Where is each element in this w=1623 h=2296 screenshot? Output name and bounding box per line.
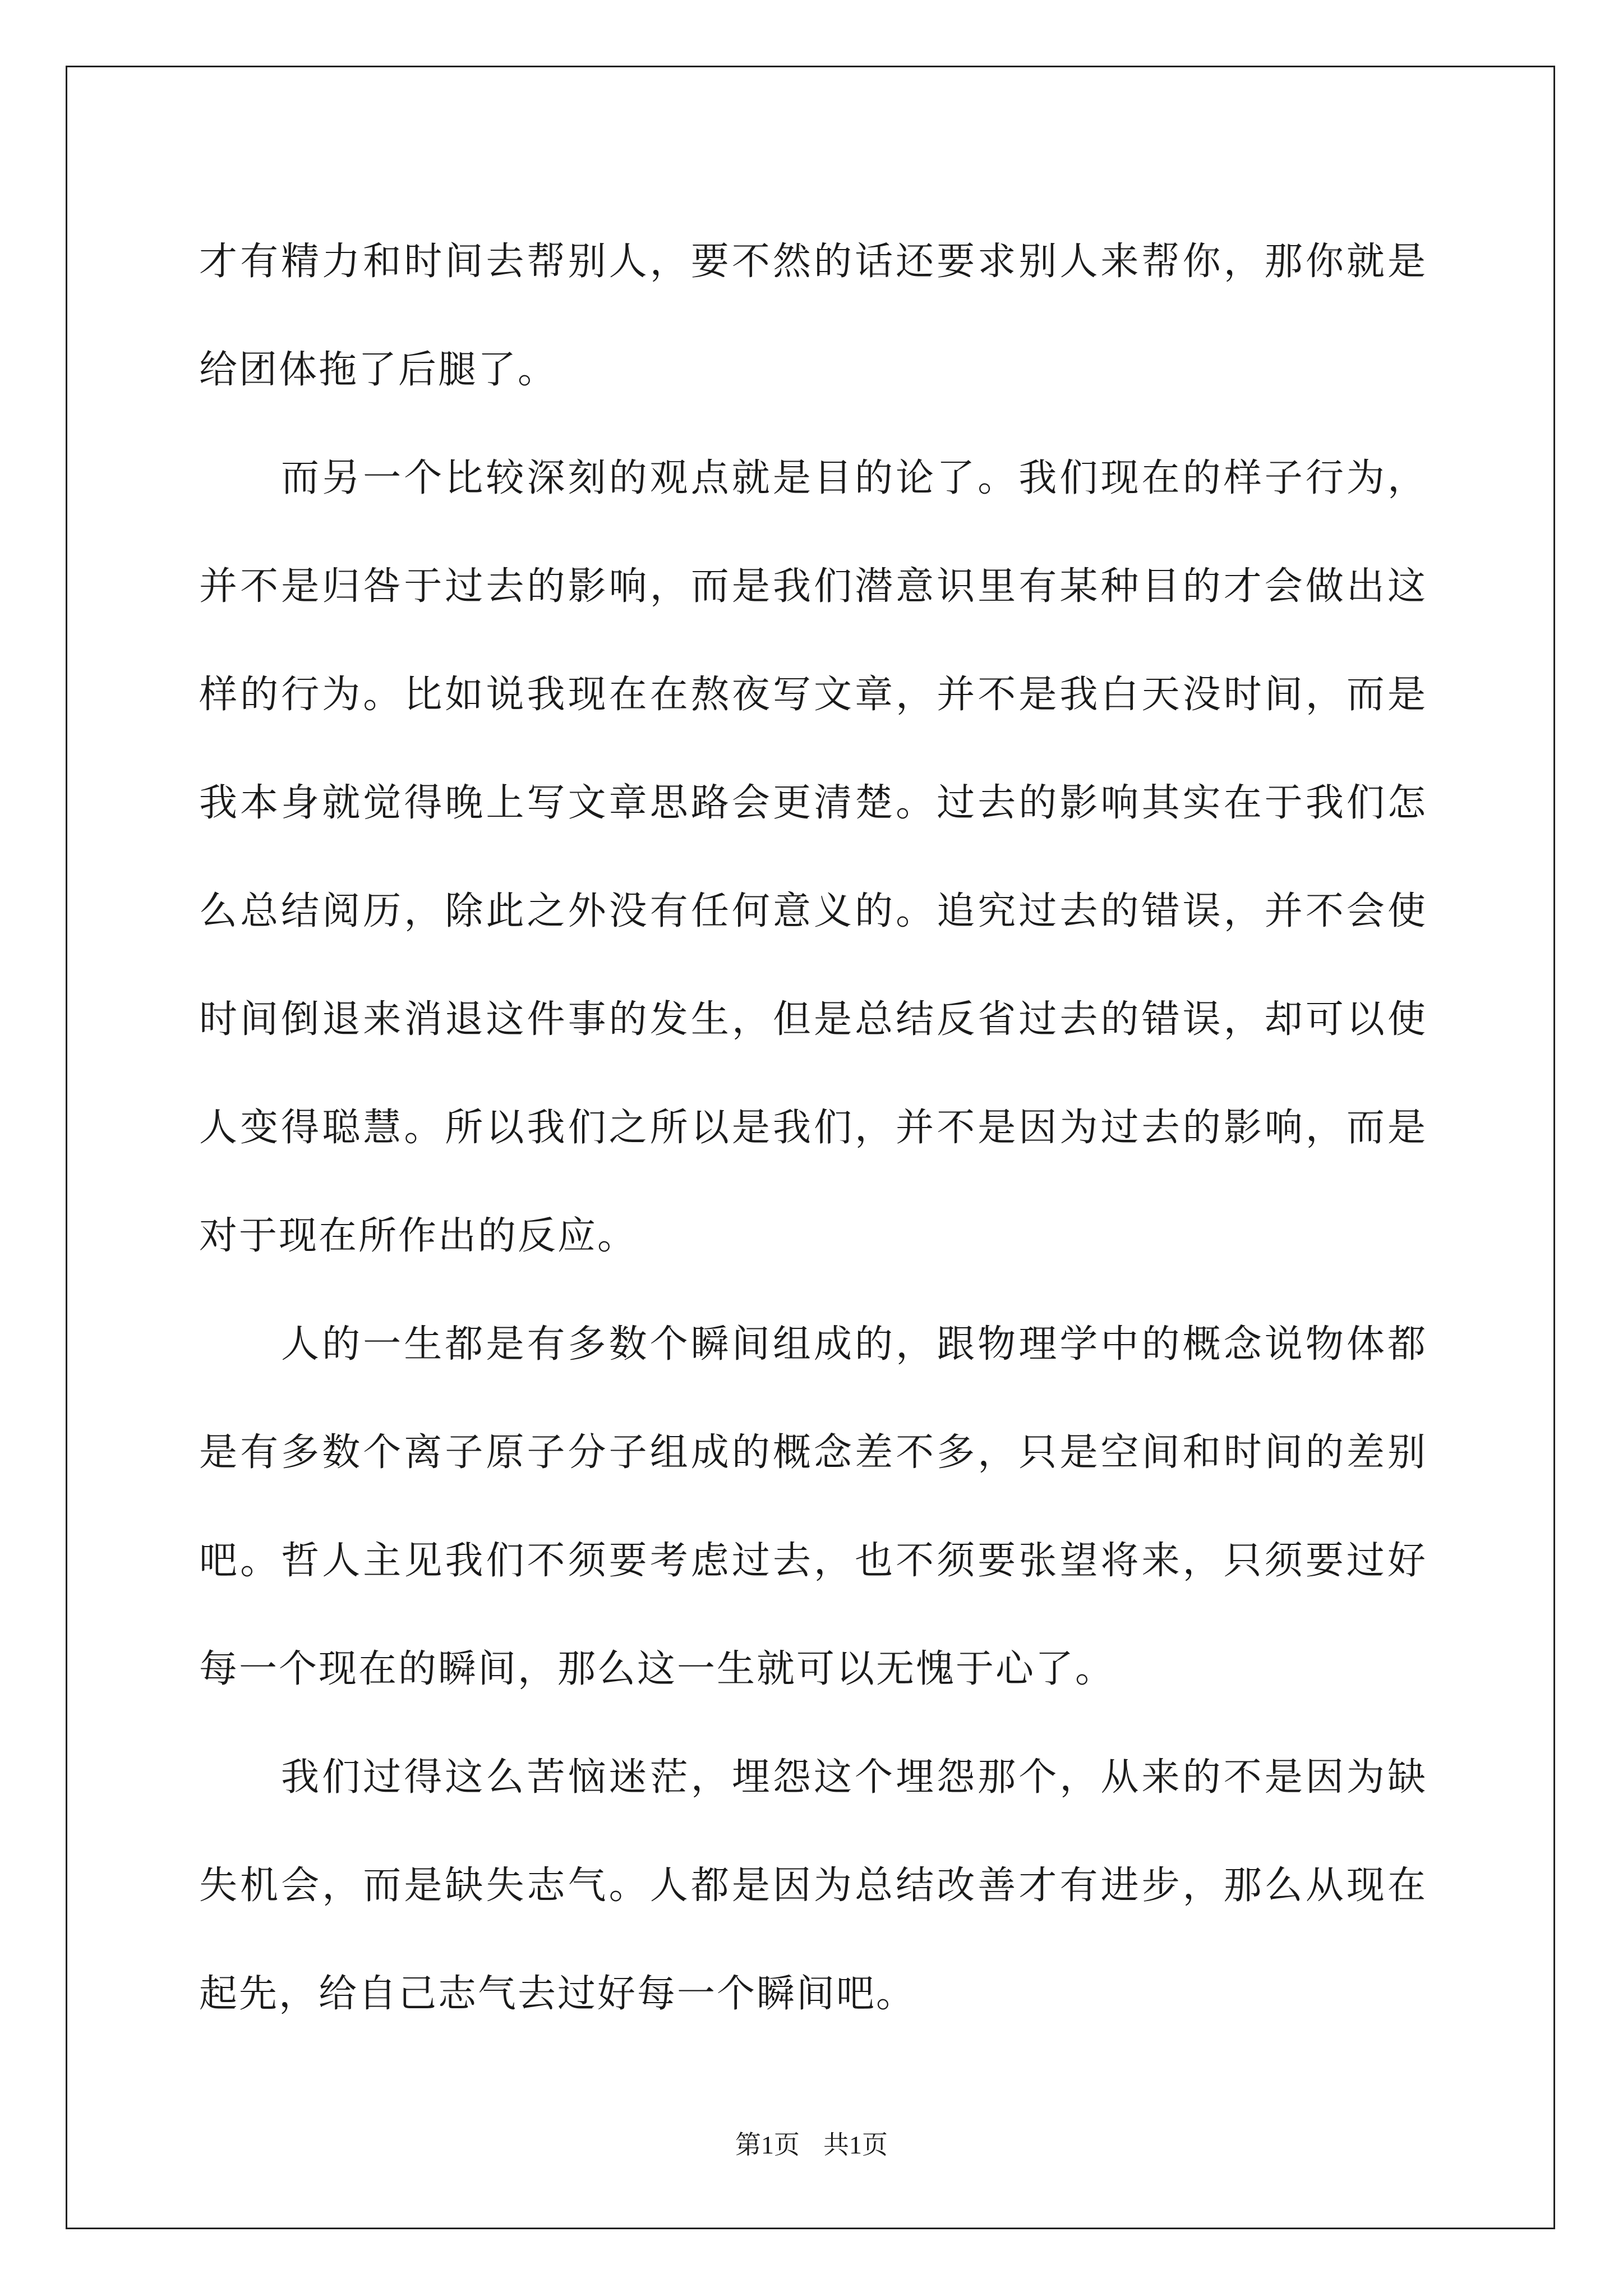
paragraph-moments: 人的一生都是有多数个瞬间组成的，跟物理学中的概念说物体都是有多数个离子原子分子组成的概念差不多，只是空间和时间的差别吧。哲人主见我们不须要考虑过去，也不须要张望将来，只须要过好每一个现在的瞬间，那么这一生就可以无愧于心了。 — [199, 1322, 1427, 1691]
document-body — [199, 208, 1427, 2048]
page-footer — [0, 2128, 1623, 2162]
paragraph-conclusion: 我们过得这么苦恼迷茫，埋怨这个埋怨那个，从来的不是因为缺失机会，而是缺失志气。人都是因为总结改善才有进步，那么从现在起先，给自己志气去过好每一个瞬间吧。 — [199, 1755, 1427, 2016]
page-number: 第1页 — [735, 2131, 800, 2159]
paragraph-continuation: 才有精力和时间去帮别人，要不然的话还要求别人来帮你，那你就是给团体拖了后腿了。 — [199, 240, 1427, 392]
paragraph-teleology: 而另一个比较深刻的观点就是目的论了。我们现在的样子行为，并不是归咎于过去的影响，而是我们潜意识里有某种目的才会做出这样的行为。比如说我现在在熬夜写文章，并不是我白天没时间，而是我本身就觉得晚上写文章思路会更清楚。过去的影响其实在于我们怎么总结阅历，除此之外没有任何意义的。追究过去的错误，并不会使时间倒退来消退这件事的发生，但是总结反省过去的错误，却可以使人变得聪慧。所以我们之所以是我们，并不是因为过去的影响，而是对于现在所作出的反应。 — [199, 456, 1427, 1258]
page-total: 共1页 — [823, 2131, 888, 2159]
